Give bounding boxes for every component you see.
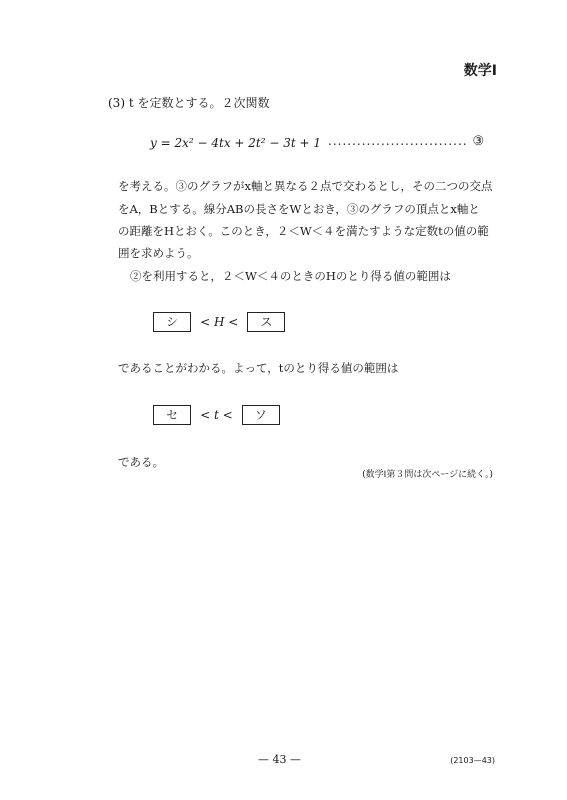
answer-row-h [153,311,285,332]
paragraph-line-5: ②を利用すると，２＜W＜４のときのHのとり得る値の範囲は [130,269,451,283]
answer-box-so[interactable]: ソ [242,405,280,425]
continued-note: (数学Ⅰ第３問は次ページに続く。) [362,470,493,480]
answer-box-shi[interactable]: シ [153,312,191,332]
paragraph-line-1: を考える。③のグラフがx軸と異なる２点で交わるとし，その二つの交点 [118,179,493,193]
answer-box-se[interactable]: セ [153,405,191,425]
formula-leader-dots [328,134,485,149]
paragraph-line-7: である。 [118,455,164,469]
paragraph-line-6: であることがわかる。よって，tのとり得る値の範囲は [118,361,399,375]
inequality-h: < H < [200,314,239,329]
equation-label: ③ [472,134,486,149]
question-heading: (3) t を定数とする。２次関数 [108,96,270,110]
answer-row-t [153,404,280,425]
page-code: (2103—43) [450,756,495,765]
answer-box-su[interactable]: ス [247,312,285,332]
paragraph-line-3: の距離をHとおく。このとき，２＜W＜４を満たすような定数tの値の範 [118,224,489,238]
inequality-t: < t < [200,407,233,422]
quadratic-formula: y = 2x² − 4tx + 2t² − 3t + 1 [150,136,321,150]
leader-dots: ............................. [328,134,468,148]
subject-title: 数学Ⅰ [463,63,497,79]
paragraph-line-4: 囲を求めよう。 [118,246,199,260]
page-number: — 43 — [258,753,301,766]
paragraph-line-2: をA，Bとする。線分ABの長さをWとおき，③のグラフの頂点とx軸と [118,202,480,216]
